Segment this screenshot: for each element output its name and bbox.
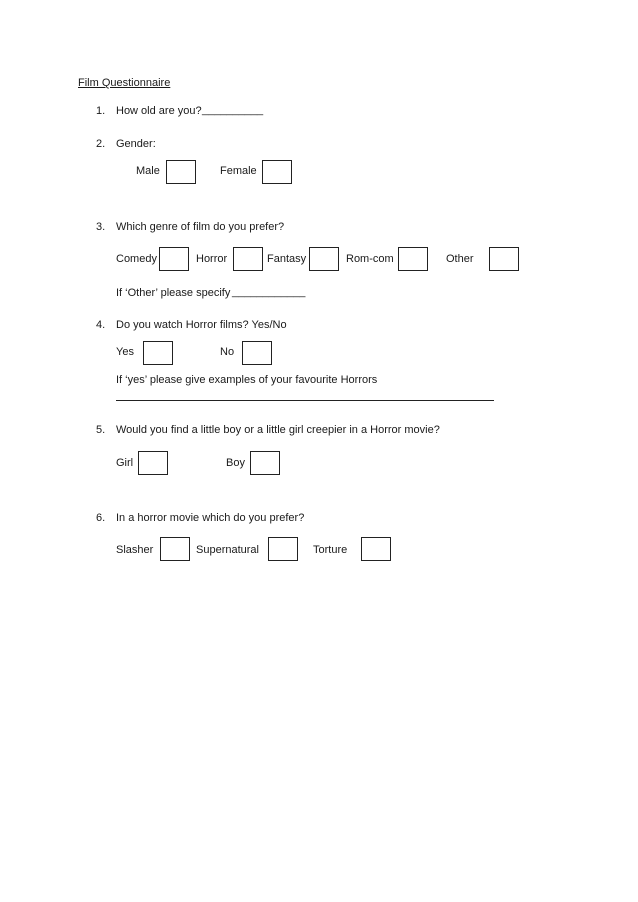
checkbox-torture[interactable] xyxy=(361,537,391,561)
option-label-horror: Horror xyxy=(196,253,228,265)
q5-text: Would you find a little boy or a little girl creepier in a Horror movie? xyxy=(116,424,440,436)
q3-text: Which genre of film do you prefer? xyxy=(116,221,285,233)
checkbox-rom-com[interactable] xyxy=(398,247,428,271)
q2-text: Gender: xyxy=(116,138,156,150)
q1-text: How old are you? xyxy=(116,105,202,117)
option-label-female: Female xyxy=(220,165,257,177)
checkbox-no[interactable] xyxy=(242,341,272,365)
option-label-male: Male xyxy=(136,165,160,177)
page-title: Film Questionnaire xyxy=(78,77,171,89)
q4-text: Do you watch Horror films? Yes/No xyxy=(116,319,287,331)
option-label-other: Other xyxy=(446,253,474,265)
option-label-fantasy: Fantasy xyxy=(267,253,307,265)
checkbox-fantasy[interactable] xyxy=(309,247,339,271)
option-label-torture: Torture xyxy=(313,544,348,556)
checkbox-girl[interactable] xyxy=(138,451,168,475)
q3-specify-blank[interactable]: ____________ xyxy=(232,286,306,298)
checkbox-female[interactable] xyxy=(262,160,292,184)
option-label-comedy: Comedy xyxy=(116,253,157,265)
option-label-yes: Yes xyxy=(116,346,134,358)
q1-number: 1. xyxy=(96,105,106,117)
checkbox-male[interactable] xyxy=(166,160,196,184)
q6-number: 6. xyxy=(96,512,106,524)
q6-text: In a horror movie which do you prefer? xyxy=(116,512,305,524)
checkbox-comedy[interactable] xyxy=(159,247,189,271)
checkbox-boy[interactable] xyxy=(250,451,280,475)
option-label-girl: Girl xyxy=(116,457,134,469)
option-label-supernatural: Supernatural xyxy=(196,544,259,556)
q2-number: 2. xyxy=(96,138,106,150)
q4-examples-prompt: If ‘yes’ please give examples of your favourite Horrors xyxy=(116,374,378,386)
q1-answer-blank[interactable]: __________ xyxy=(202,104,264,116)
q3-number: 3. xyxy=(96,221,106,233)
option-label-no: No xyxy=(220,346,235,358)
checkbox-slasher[interactable] xyxy=(160,537,190,561)
option-label-boy: Boy xyxy=(226,457,245,469)
q4-examples-line[interactable] xyxy=(116,400,494,401)
checkbox-yes[interactable] xyxy=(143,341,173,365)
q3-specify-prompt: If ‘Other’ please specify xyxy=(116,287,231,299)
checkbox-horror[interactable] xyxy=(233,247,263,271)
q4-number: 4. xyxy=(96,319,106,331)
checkbox-other[interactable] xyxy=(489,247,519,271)
q5-number: 5. xyxy=(96,424,106,436)
checkbox-supernatural[interactable] xyxy=(268,537,298,561)
option-label-rom-com: Rom-com xyxy=(346,253,394,265)
option-label-slasher: Slasher xyxy=(116,544,154,556)
